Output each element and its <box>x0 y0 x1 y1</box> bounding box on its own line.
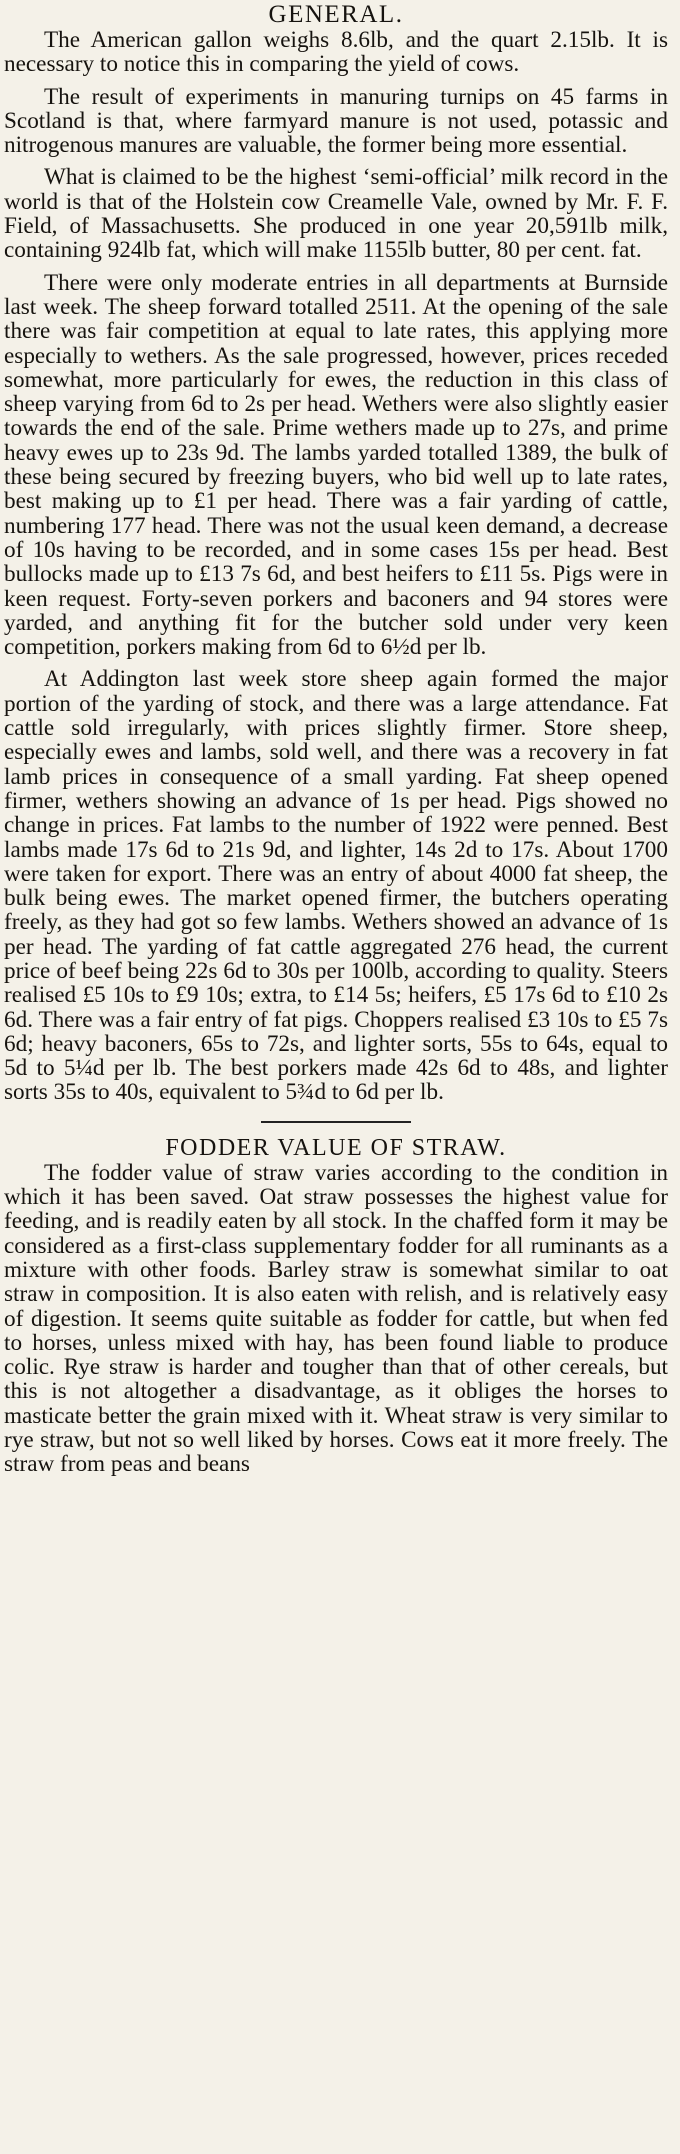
paragraph-fodder-value: The fodder value of straw varies according to the condition in which it has been saved. Oat straw possesses the highest value for feeding, and is readily eaten by all stock. In the chaffed form it may be considered as a first-class supplementary fodder for all ruminants as a mixture with other foods. Barley straw is somewhat similar to oat straw in composition. It is also eaten with relish, and is relatively easy of digestion. It seems quite suitable as fodder for cattle, but when fed to horses, unless mixed with hay, has been found liable to produce colic. Rye straw is harder and tougher than that of other cereals, but this is not altogether a disadvantage, as it obliges the horses to masticate better the grain mixed with it. Wheat straw is very similar to rye straw, but not so well liked by horses. Cows eat it more freely. The straw from peas and beans <box>4 1159 668 1478</box>
section-title-fodder-value: FODDER VALUE OF STRAW. <box>165 1134 507 1161</box>
paragraph-turnip-manuring: The result of experiments in manuring turnips on 45 farms in Scotland is that, where farmyard manure is not used, potassic and nitrogenous manures are valuable, the former being more essential. <box>4 83 668 159</box>
section-title-general: GENERAL. <box>268 1 404 28</box>
paragraph-addington-sale: At Addington last week store sheep again formed the major portion of the yarding of stock, and there was a large attendance. Fat cattle sold irregularly, with prices slightly firmer. Store sheep, especially ewes and lambs, sold well, and there was a recovery in fat lamb prices in consequence of a small yarding. Fat sheep opened firmer, wethers showing an advance of 1s per head. Pigs showed no change in prices. Fat lambs to the number of 1922 were penned. Best lambs made 17s 6d to 21s 9d, and lighter, 14s 2d to 17s. About 1700 were taken for export. There was an entry of about 4000 fat sheep, the bulk being ewes. The market opened firmer, the butchers operating freely, as they had got so few lambs. Wethers showed an advance of 1s per head. The yarding of fat cattle aggregated 276 head, the current price of beef being 22s 6d to 30s per 100lb, according to quality. Steers realised £5 10s to £9 10s; extra, to £14 5s; heifers, £5 17s 6d to £10 2s 6d. There was a fair entry of fat pigs. Choppers realised £3 10s to £5 7s 6d; heavy baconers, 65s to 72s, and lighter sorts, 55s to 64s, equal to 5d to 5¼d per lb. The best porkers made 42s 6d to 48s, and lighter sorts 35s to 40s, equivalent to 5¾d to 6d per lb. <box>4 666 668 1106</box>
section-divider <box>261 1121 411 1123</box>
paragraph-milk-record: What is claimed to be the highest ‘semi-official’ milk record in the world is that of the Holstein cow Creamelle Vale, owned by Mr. F. F. Field, of Massachusetts. She produced in one year 20,591lb milk, containing 924lb fat, which will make 1155lb butter, 80 per cent. fat. <box>4 164 668 264</box>
paragraph-burnside-sale: There were only moderate entries in all departments at Burnside last week. The sheep forward totalled 2511. At the opening of the sale there was fair competition at equal to late rates, this applying more especially to wethers. As the sale progressed, however, prices receded somewhat, more particularly for ewes, the reduction in this class of sheep varying from 6d to 2s per head. Wethers were also slightly easier towards the end of the sale. Prime wethers made up to 27s, and prime heavy ewes up to 23s 9d. The lambs yarded totalled 1389, the bulk of these being secured by freezing buyers, who bid well up to late rates, best making up to £1 per head. There was a fair yarding of cattle, numbering 177 head. There was not the usual keen demand, a decrease of 10s having to be recorded, and in some cases 15s per head. Best bullocks made up to £13 7s 6d, and best heifers to £11 5s. Pigs were in keen request. Forty-seven porkers and baconers and 94 stores were yarded, and anything fit for the butcher sold under very keen competition, porkers making from 6d to 6½d per lb. <box>4 269 668 661</box>
paragraph-american-gallon: The American gallon weighs 8.6lb, and the quart 2.15lb. It is necessary to notice this in comparing the yield of cows. <box>4 27 668 78</box>
